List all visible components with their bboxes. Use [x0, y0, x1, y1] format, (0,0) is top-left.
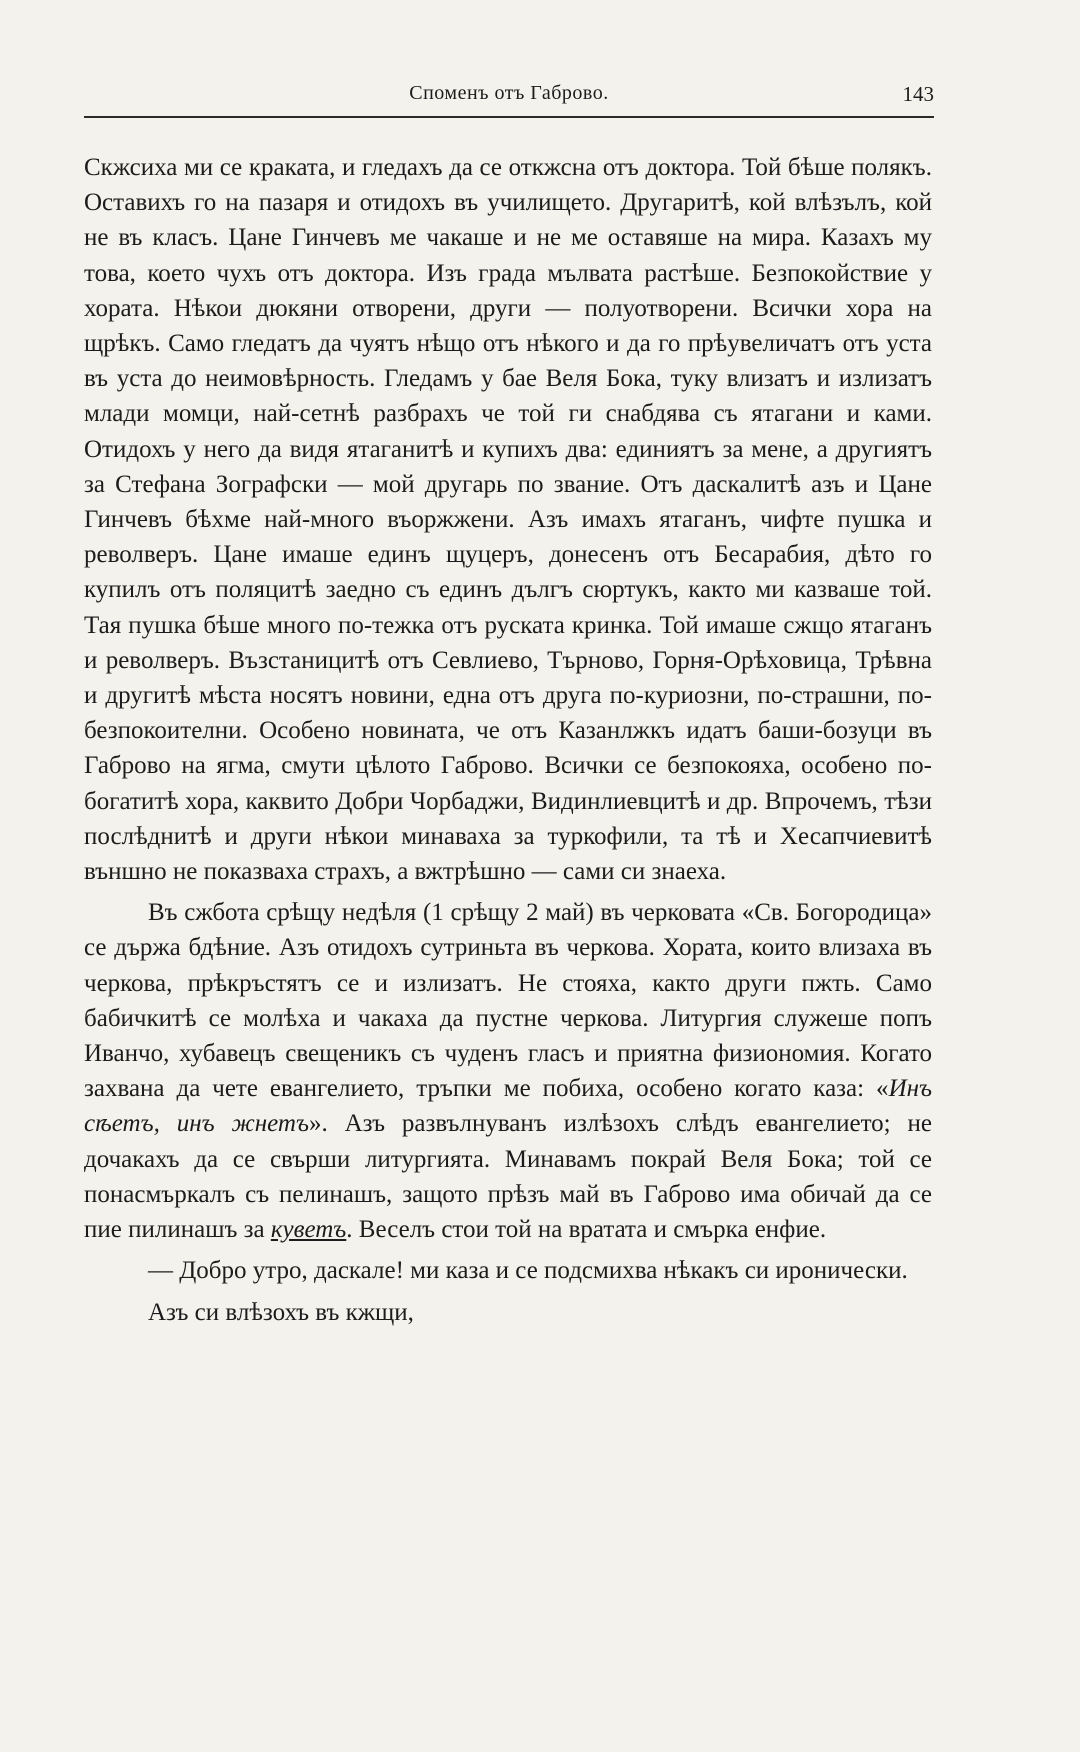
paragraph-1: Скжсиха ми се краката, и гледахъ да се откжсна отъ доктора. Той бѣше полякъ. Оставихъ го на пазаря и отидохъ въ училището. Другаритѣ, кой влѣзълъ, кой не въ класъ. Цане Гинчевъ ме чакаше и не ме оставяше на мира. Казахъ му това, което чухъ отъ доктора. Изъ града мълвата растѣше. Безпокойствие у хората. Нѣкои дюкяни отворени, други — полуотворени. Всички хора на щрѣкъ. Само гледатъ да чуятъ нѣщо отъ нѣкого и да го прѣувеличатъ отъ уста въ уста до неимовѣрность. Гледамъ у бае Веля Бока, туку влизатъ и излизатъ млади момци, най-сетнѣ разбрахъ че той ги снабдява съ ятагани и ками. Отидохъ у него да видя ятаганитѣ и купихъ два: единиятъ за мене, а другиятъ за Стефана Зографски — мой другарь по звание. Отъ даскалитѣ азъ и Цане Гинчевъ бѣхме най-много въоржжени. Азъ имахъ ятаганъ, чифте пушка и револверъ. Цане имаше единъ щуцеръ, донесенъ отъ Бесарабия, дѣто го купилъ отъ поляцитѣ заедно съ единъ дългъ сюртукъ, както ми казваше той. Тая пушка бѣше много по-тежка отъ руската кринка. Той имаше сжщо ятаганъ и револверъ. Възстаницитѣ отъ Севлиево, Търново, Горня-Орѣховица, Трѣвна и другитѣ мѣста носятъ новини, една отъ друга по-куриозни, по-страшни, по-безпокоителни. Особено новината, че отъ Казанлжкъ идатъ баши-бозуци въ Габрово на ягма, смути цѣлото Габрово. Всички се безпокояха, особено по-богатитѣ хора, каквито Добри Чорбаджи, Видинлиевцитѣ и др. Впрочемъ, тѣзи послѣднитѣ и други нѣкои минаваха за туркофили, та тѣ и Хесапчиевитѣ външно не показваха страхъ, а вжтрѣшно — сами си знаеха.: [84, 154, 932, 886]
paragraph-4: Азъ си влѣзохъ въ кжщи,: [148, 1298, 414, 1326]
paragraph-3-dialogue: — Добро утро, даскале! ми каза и се подсмихва нѣкакъ си иронически.: [148, 1257, 908, 1285]
page-header: [84, 80, 934, 116]
italic-quote: Инъ сѣетъ, инъ жнетъ: [84, 1075, 932, 1138]
body-text: [84, 150, 932, 1330]
paragraph-2-part-b: ». Азъ развълнуванъ излѣзохъ слѣдъ евангелието; не дочакахъ да се свърши литургията. Минавамъ покрай Веля Бока; той се понасмъркалъ съ пелинашъ, защото прѣзъ май въ Габрово има обичай да се пие пилинашъ за: [84, 1110, 932, 1244]
page-number: 143: [902, 82, 934, 106]
paragraph-2: [84, 895, 932, 1247]
paragraph-2-part-c: . Веселъ стои той на вратата и смърка енфие.: [346, 1216, 827, 1244]
running-title: Споменъ отъ Габрово.: [409, 82, 609, 104]
underlined-word: куветъ: [270, 1216, 347, 1244]
paragraph-2-part-a: Въ сжбота срѣщу недѣля (1 срѣщу 2 май) въ черковата «Св. Богородица» се държа бдѣние. Азъ отидохъ сутриньта въ черкова. Хората, които влизаха въ черкова, прѣкръстятъ се и излизатъ. Не стояха, както други пжть. Само бабичкитѣ се молѣха и чакаха да пустне черкова. Литургия служеше попъ Иванчо, хубавецъ свещеникъ съ чуденъ гласъ и приятна физиономия. Когато захвана да чете евангелието, тръпки ме побиха, особено когато каза: «: [84, 899, 932, 1103]
header-rule: [84, 116, 934, 118]
